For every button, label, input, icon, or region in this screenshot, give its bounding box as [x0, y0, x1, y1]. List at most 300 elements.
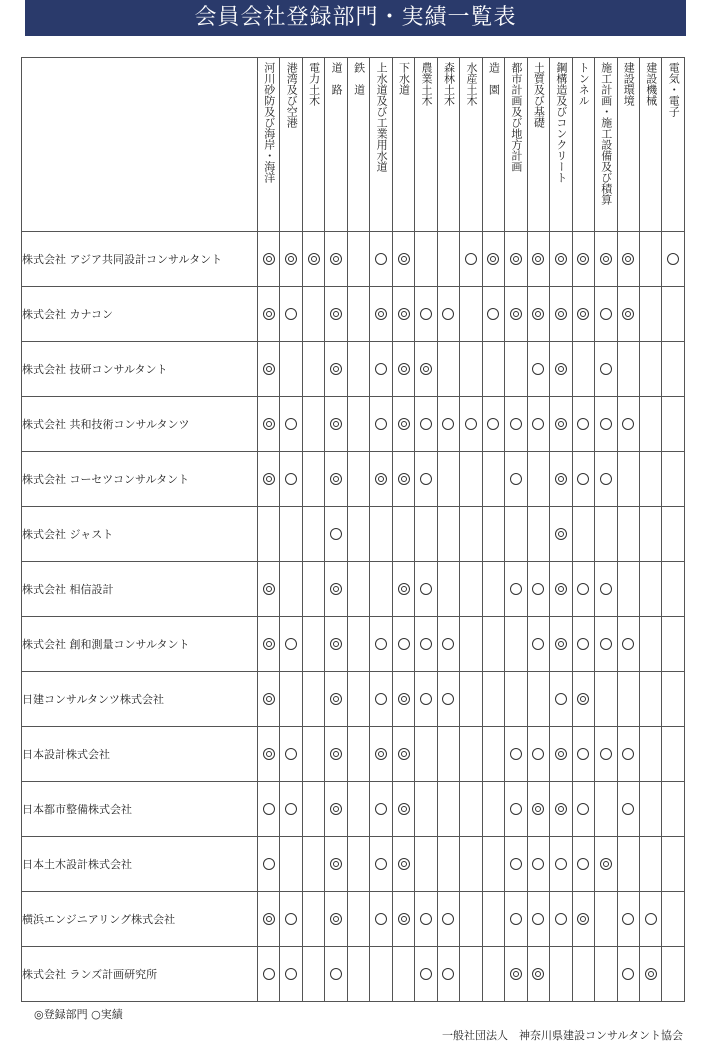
column-header [325, 58, 347, 232]
achievement-mark-icon [510, 803, 522, 815]
achievement-mark-icon [285, 968, 297, 980]
mark-cell [595, 232, 617, 287]
registered-mark-icon [577, 693, 589, 705]
mark-cell [347, 727, 369, 782]
mark-cell [302, 287, 324, 342]
mark-cell [595, 782, 617, 837]
mark-cell [392, 892, 414, 947]
mark-cell [662, 232, 685, 287]
registered-mark-icon [532, 803, 544, 815]
mark-cell [662, 562, 685, 617]
registered-mark-icon [263, 473, 275, 485]
registered-mark-icon [330, 418, 342, 430]
mark-cell [505, 342, 527, 397]
mark-cell [639, 672, 661, 727]
header-row [22, 58, 685, 232]
company-name: 株式会社 ジャスト [22, 507, 258, 562]
mark-cell [370, 397, 392, 452]
mark-cell [258, 232, 280, 287]
registered-mark-icon [263, 418, 275, 430]
column-header-label: 河川砂防及び海岸・海洋 [262, 62, 276, 183]
mark-cell [460, 892, 482, 947]
mark-cell [617, 507, 639, 562]
mark-cell [325, 837, 347, 892]
mark-cell [482, 397, 504, 452]
mark-cell [572, 617, 594, 672]
achievement-mark-icon [263, 803, 275, 815]
mark-cell [617, 397, 639, 452]
registered-mark-icon [263, 748, 275, 760]
mark-cell [617, 727, 639, 782]
column-header-label: 建設環境 [622, 62, 636, 106]
mark-cell [460, 397, 482, 452]
achievement-mark-icon [375, 913, 387, 925]
mark-cell [415, 342, 437, 397]
registered-mark-icon [330, 748, 342, 760]
mark-cell [347, 892, 369, 947]
mark-cell [347, 342, 369, 397]
mark-cell [325, 727, 347, 782]
column-header-label: トンネル [577, 62, 591, 106]
achievement-mark-icon [600, 638, 612, 650]
registered-mark-icon [532, 308, 544, 320]
mark-cell [550, 397, 572, 452]
mark-cell [662, 452, 685, 507]
achievement-mark-icon [420, 473, 432, 485]
mark-cell [639, 947, 661, 1002]
mark-cell [639, 892, 661, 947]
column-header [505, 58, 527, 232]
mark-cell [415, 617, 437, 672]
mark-cell [505, 782, 527, 837]
mark-cell [639, 837, 661, 892]
mark-cell [617, 562, 639, 617]
achievement-mark-icon [330, 968, 342, 980]
column-header [370, 58, 392, 232]
mark-cell [392, 287, 414, 342]
mark-cell [370, 232, 392, 287]
achievement-mark-icon [600, 418, 612, 430]
mark-cell [527, 232, 549, 287]
mark-cell [482, 892, 504, 947]
achievement-mark-icon [622, 803, 634, 815]
achievement-mark-icon [465, 253, 477, 265]
achievement-mark-icon [555, 913, 567, 925]
achievement-mark-icon [532, 858, 544, 870]
registered-mark-icon [510, 308, 522, 320]
column-header-label: 建設機械 [644, 62, 658, 106]
registered-mark-icon [263, 253, 275, 265]
mark-cell [460, 342, 482, 397]
mark-cell [617, 342, 639, 397]
achievement-mark-icon [600, 308, 612, 320]
achievement-mark-icon [420, 968, 432, 980]
table-row [22, 232, 685, 287]
mark-cell [325, 507, 347, 562]
mark-cell [370, 892, 392, 947]
table-row [22, 672, 685, 727]
achievement-mark-icon [442, 638, 454, 650]
mark-cell [595, 617, 617, 672]
mark-cell [460, 562, 482, 617]
mark-cell [415, 947, 437, 1002]
achievement-mark-icon [420, 693, 432, 705]
mark-cell [280, 397, 302, 452]
achievement-mark-icon [555, 858, 567, 870]
achievement-mark-icon [375, 693, 387, 705]
mark-cell [347, 397, 369, 452]
mark-cell [258, 672, 280, 727]
achievement-mark-icon [532, 418, 544, 430]
mark-cell [482, 837, 504, 892]
mark-cell [347, 947, 369, 1002]
mark-cell [639, 232, 661, 287]
mark-cell [482, 562, 504, 617]
mark-cell [550, 947, 572, 1002]
column-header [595, 58, 617, 232]
column-header [415, 58, 437, 232]
registered-mark-icon [398, 748, 410, 760]
column-header-label: 水産土木 [464, 62, 478, 106]
registered-mark-icon [375, 308, 387, 320]
mark-cell [460, 232, 482, 287]
mark-cell [258, 727, 280, 782]
footer-org: 一般社団法人 神奈川県建設コンサルタント協会 [441, 1029, 683, 1042]
registered-mark-icon [555, 308, 567, 320]
mark-cell [550, 892, 572, 947]
mark-cell [482, 287, 504, 342]
registered-mark-icon [532, 968, 544, 980]
mark-cell [302, 837, 324, 892]
registered-mark-icon [420, 363, 432, 375]
mark-cell [482, 342, 504, 397]
mark-cell [662, 892, 685, 947]
mark-cell [617, 892, 639, 947]
mark-cell [258, 947, 280, 1002]
mark-cell [639, 452, 661, 507]
column-header-label: 森林土木 [442, 62, 456, 106]
mark-cell [550, 672, 572, 727]
mark-cell [370, 342, 392, 397]
mark-cell [662, 947, 685, 1002]
mark-cell [280, 672, 302, 727]
registered-mark-icon [330, 253, 342, 265]
mark-cell [617, 232, 639, 287]
mark-cell [460, 507, 482, 562]
mark-cell [505, 727, 527, 782]
column-header [460, 58, 482, 232]
mark-cell [258, 397, 280, 452]
achievement-mark-icon [285, 913, 297, 925]
mark-cell [460, 727, 482, 782]
mark-cell [325, 672, 347, 727]
achievement-mark-icon [622, 968, 634, 980]
registered-mark-icon [398, 803, 410, 815]
mark-cell [639, 727, 661, 782]
column-header-label: 道 路 [330, 62, 344, 95]
table-row [22, 782, 685, 837]
mark-cell [572, 562, 594, 617]
table-row [22, 562, 685, 617]
registered-mark-icon [555, 363, 567, 375]
achievement-mark-icon [600, 748, 612, 760]
mark-cell [325, 617, 347, 672]
registered-mark-icon [600, 858, 612, 870]
mark-cell [280, 727, 302, 782]
mark-cell [617, 782, 639, 837]
mark-cell [639, 287, 661, 342]
mark-cell [595, 507, 617, 562]
column-header [617, 58, 639, 232]
mark-cell [595, 397, 617, 452]
mark-cell [302, 947, 324, 1002]
mark-cell [482, 782, 504, 837]
column-header-label: 鋼構造及びコンクリート [554, 62, 568, 183]
mark-cell [527, 947, 549, 1002]
mark-cell [415, 287, 437, 342]
company-name: 日本都市整備株式会社 [22, 782, 258, 837]
mark-cell [617, 617, 639, 672]
company-name: 株式会社 コーセツコンサルタント [22, 452, 258, 507]
registered-mark-icon [330, 638, 342, 650]
mark-cell [505, 562, 527, 617]
achievement-mark-icon [600, 363, 612, 375]
mark-cell [482, 672, 504, 727]
mark-cell [437, 507, 459, 562]
achievement-mark-icon [487, 418, 499, 430]
mark-cell [460, 837, 482, 892]
registered-mark-icon [398, 253, 410, 265]
achievement-mark-icon [375, 638, 387, 650]
mark-cell [370, 507, 392, 562]
mark-cell [505, 672, 527, 727]
registered-mark-icon [555, 748, 567, 760]
mark-cell [482, 452, 504, 507]
achievement-mark-icon [577, 418, 589, 430]
mark-cell [347, 782, 369, 837]
mark-cell [505, 287, 527, 342]
mark-cell [392, 947, 414, 1002]
mark-cell [437, 782, 459, 837]
mark-cell [662, 617, 685, 672]
registration-table [21, 57, 685, 1002]
mark-cell [437, 892, 459, 947]
mark-cell [370, 837, 392, 892]
mark-cell [415, 562, 437, 617]
mark-cell [550, 837, 572, 892]
mark-cell [662, 507, 685, 562]
mark-cell [572, 507, 594, 562]
mark-cell [527, 782, 549, 837]
mark-cell [347, 287, 369, 342]
mark-cell [415, 232, 437, 287]
mark-cell [505, 232, 527, 287]
achievement-mark-icon [285, 418, 297, 430]
mark-cell [302, 617, 324, 672]
company-name: 日本設計株式会社 [22, 727, 258, 782]
mark-cell [482, 727, 504, 782]
registered-mark-icon [330, 363, 342, 375]
column-header-label: 港湾及び空港 [285, 62, 299, 128]
mark-cell [392, 507, 414, 562]
mark-cell [460, 452, 482, 507]
achievement-mark-icon [510, 473, 522, 485]
mark-cell [437, 452, 459, 507]
mark-cell [302, 892, 324, 947]
mark-cell [527, 507, 549, 562]
mark-cell [415, 727, 437, 782]
mark-cell [460, 287, 482, 342]
mark-cell [572, 727, 594, 782]
achievement-mark-icon [420, 418, 432, 430]
achievement-mark-icon [532, 583, 544, 595]
mark-cell [302, 562, 324, 617]
registered-mark-icon [375, 473, 387, 485]
mark-cell [347, 672, 369, 727]
mark-cell [550, 232, 572, 287]
mark-cell [550, 727, 572, 782]
mark-cell [392, 452, 414, 507]
mark-cell [527, 452, 549, 507]
mark-cell [258, 562, 280, 617]
registered-mark-icon [330, 913, 342, 925]
achievement-mark-icon [510, 748, 522, 760]
mark-cell [550, 782, 572, 837]
achievement-mark-icon [420, 638, 432, 650]
mark-cell [639, 617, 661, 672]
achievement-mark-icon [510, 583, 522, 595]
mark-cell [437, 287, 459, 342]
mark-cell [415, 397, 437, 452]
registered-mark-icon [398, 583, 410, 595]
registered-mark-icon [330, 803, 342, 815]
achievement-mark-icon [398, 638, 410, 650]
mark-cell [325, 452, 347, 507]
achievement-mark-icon [622, 418, 634, 430]
mark-cell [280, 507, 302, 562]
column-header [258, 58, 280, 232]
registered-mark-icon [263, 638, 275, 650]
achievement-mark-icon [487, 308, 499, 320]
achievement-mark-icon [442, 418, 454, 430]
registered-mark-icon [263, 583, 275, 595]
mark-cell [595, 837, 617, 892]
mark-cell [505, 892, 527, 947]
registered-mark-icon [398, 693, 410, 705]
achievement-mark-icon [532, 638, 544, 650]
mark-cell [370, 617, 392, 672]
mark-cell [527, 287, 549, 342]
mark-cell [325, 287, 347, 342]
mark-cell [482, 617, 504, 672]
mark-cell [550, 342, 572, 397]
achievement-mark-icon [285, 308, 297, 320]
table-row [22, 892, 685, 947]
achievement-mark-icon [375, 363, 387, 375]
mark-cell [392, 232, 414, 287]
achievement-mark-icon [442, 968, 454, 980]
achievement-mark-icon [532, 913, 544, 925]
mark-cell [415, 782, 437, 837]
column-header [639, 58, 661, 232]
mark-cell [280, 342, 302, 397]
mark-cell [572, 947, 594, 1002]
mark-cell [302, 452, 324, 507]
column-header-label: 下水道 [397, 62, 411, 95]
registered-mark-icon [263, 363, 275, 375]
column-header [662, 58, 685, 232]
mark-cell [392, 397, 414, 452]
mark-cell [572, 397, 594, 452]
company-name: 株式会社 創和測量コンサルタント [22, 617, 258, 672]
table-row [22, 397, 685, 452]
achievement-mark-icon [577, 803, 589, 815]
mark-cell [392, 562, 414, 617]
mark-cell [302, 782, 324, 837]
mark-cell [325, 782, 347, 837]
achievement-mark-icon [577, 748, 589, 760]
achievement-mark-icon [510, 858, 522, 870]
mark-cell [280, 837, 302, 892]
mark-cell [527, 342, 549, 397]
mark-cell [527, 727, 549, 782]
mark-cell [595, 947, 617, 1002]
mark-cell [370, 672, 392, 727]
mark-cell [550, 617, 572, 672]
mark-cell [639, 562, 661, 617]
mark-cell [347, 617, 369, 672]
column-header-label: 農業土木 [420, 62, 434, 106]
achievement-mark-icon [375, 253, 387, 265]
registered-mark-icon [330, 308, 342, 320]
mark-cell [572, 287, 594, 342]
achievement-mark-icon [442, 308, 454, 320]
mark-cell [370, 782, 392, 837]
achievement-mark-icon [285, 473, 297, 485]
column-header-label: 電力土木 [307, 62, 321, 106]
mark-cell [617, 947, 639, 1002]
mark-cell [460, 672, 482, 727]
mark-cell [370, 287, 392, 342]
mark-cell [595, 562, 617, 617]
achievement-mark-icon [645, 913, 657, 925]
mark-cell [347, 837, 369, 892]
mark-cell [280, 452, 302, 507]
registered-mark-icon [263, 913, 275, 925]
mark-cell [258, 892, 280, 947]
column-header-label: 土質及び基礎 [532, 62, 546, 128]
registered-mark-icon [555, 583, 567, 595]
mark-cell [392, 672, 414, 727]
table-row [22, 617, 685, 672]
achievement-mark-icon [577, 858, 589, 870]
column-header [347, 58, 369, 232]
registered-mark-icon [577, 913, 589, 925]
registered-mark-icon [398, 308, 410, 320]
achievement-mark-icon [622, 638, 634, 650]
company-name: 株式会社 アジア共同設計コンサルタント [22, 232, 258, 287]
registered-mark-icon [555, 803, 567, 815]
registered-mark-icon [330, 583, 342, 595]
company-name: 株式会社 相信設計 [22, 562, 258, 617]
table-row [22, 287, 685, 342]
mark-cell [370, 452, 392, 507]
company-name: 株式会社 技研コンサルタント [22, 342, 258, 397]
page-title: 会員会社登録部門・実績一覧表 [25, 0, 686, 36]
registered-mark-icon [263, 308, 275, 320]
column-header-label: 造 園 [487, 62, 501, 95]
column-header [527, 58, 549, 232]
